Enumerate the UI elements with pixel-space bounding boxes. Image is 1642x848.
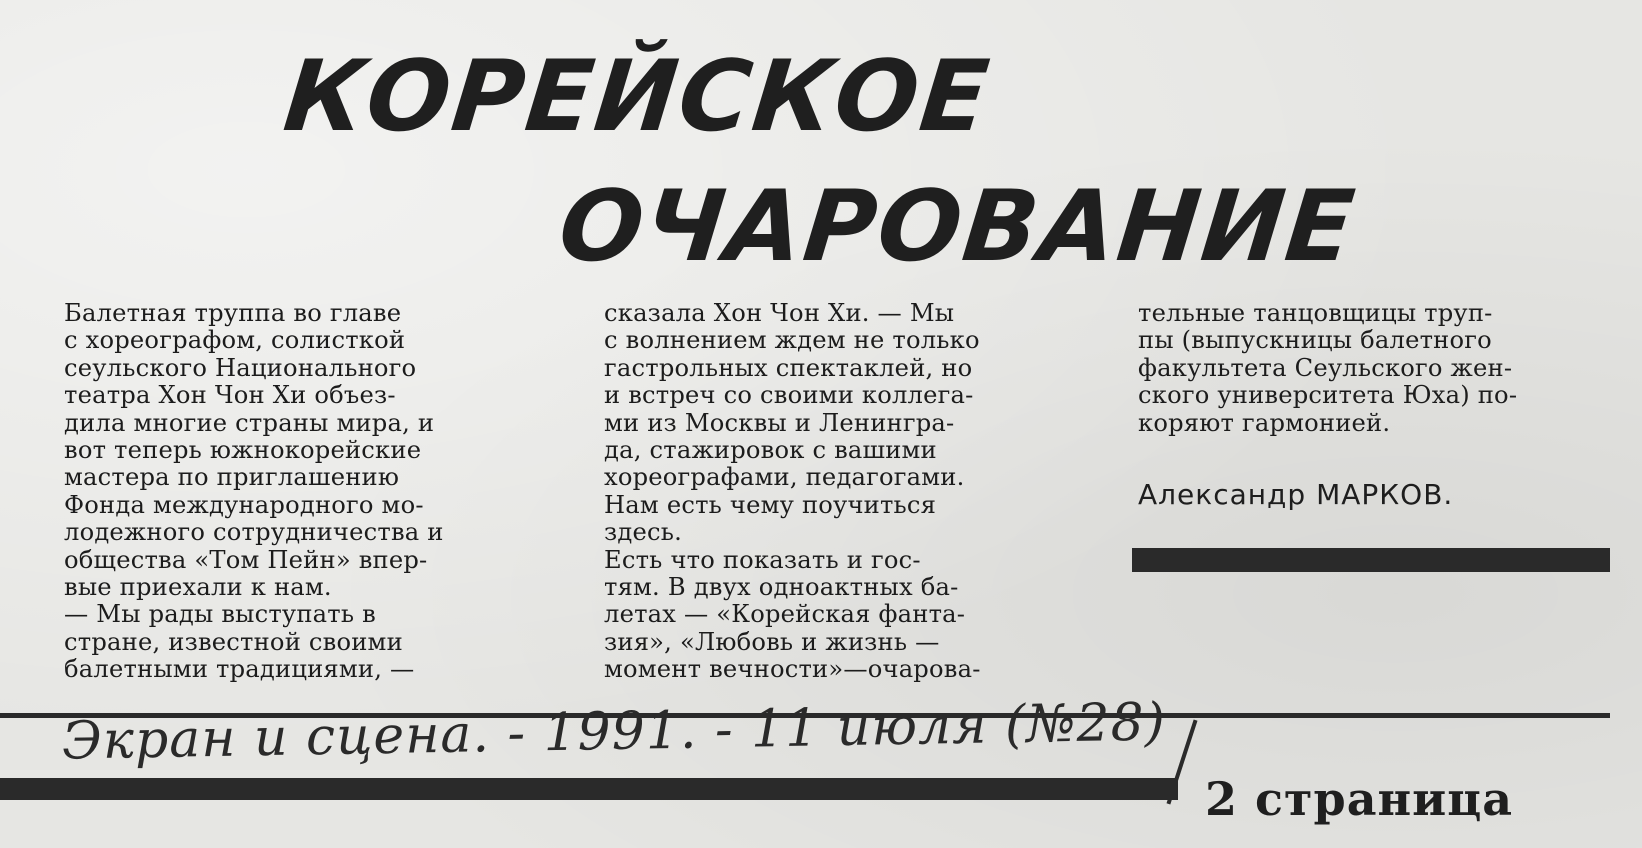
article-column-3: тельные танцовщицы труп- пы (выпускницы балетного факультета Сеульского жен- ского университета Юха) по- коряют гармонией. bbox=[1138, 299, 1518, 437]
handwritten-source-note: Экран и сцена. - 1991. - 11 июля (№28) bbox=[61, 692, 1167, 772]
author-signature: Александр МАРКОВ. bbox=[1138, 478, 1454, 511]
page-number-label: 2 страница bbox=[1205, 772, 1514, 826]
headline-line-1: КОРЕЙСКОЕ bbox=[279, 40, 996, 154]
end-rule bbox=[1132, 548, 1610, 572]
article-column-2: сказала Хон Чон Хи. — Мы с волнением ждем не только гастрольных спектаклей, но и встреч со своими коллега- ми из Москвы и Ленингра- да, стажировок с вашими хореографами, педагогами. Нам есть чему поучиться здесь. Есть что показать и гос- тям. В двух одноактных ба- летах — «Корейская фанта- зия», «Любовь и жизнь — момент вечности»—очарова- bbox=[604, 299, 981, 684]
divider-slash bbox=[1167, 720, 1198, 805]
headline-line-2: ОЧАРОВАНИЕ bbox=[554, 170, 1362, 284]
article-column-1: Балетная труппа во главе с хореографом, солисткой сеульского Национального театра Хон Чон Хи объез- дила многие страны мира, и вот теперь южнокорейские мастера по приглашению Фонда международного мо- лодежного сотрудничества и общества «Том Пейн» впер- вые приехали к нам. — Мы рады выступать в стране, известной своими балетными традициями, — bbox=[64, 299, 444, 684]
bottom-rule bbox=[0, 778, 1178, 800]
